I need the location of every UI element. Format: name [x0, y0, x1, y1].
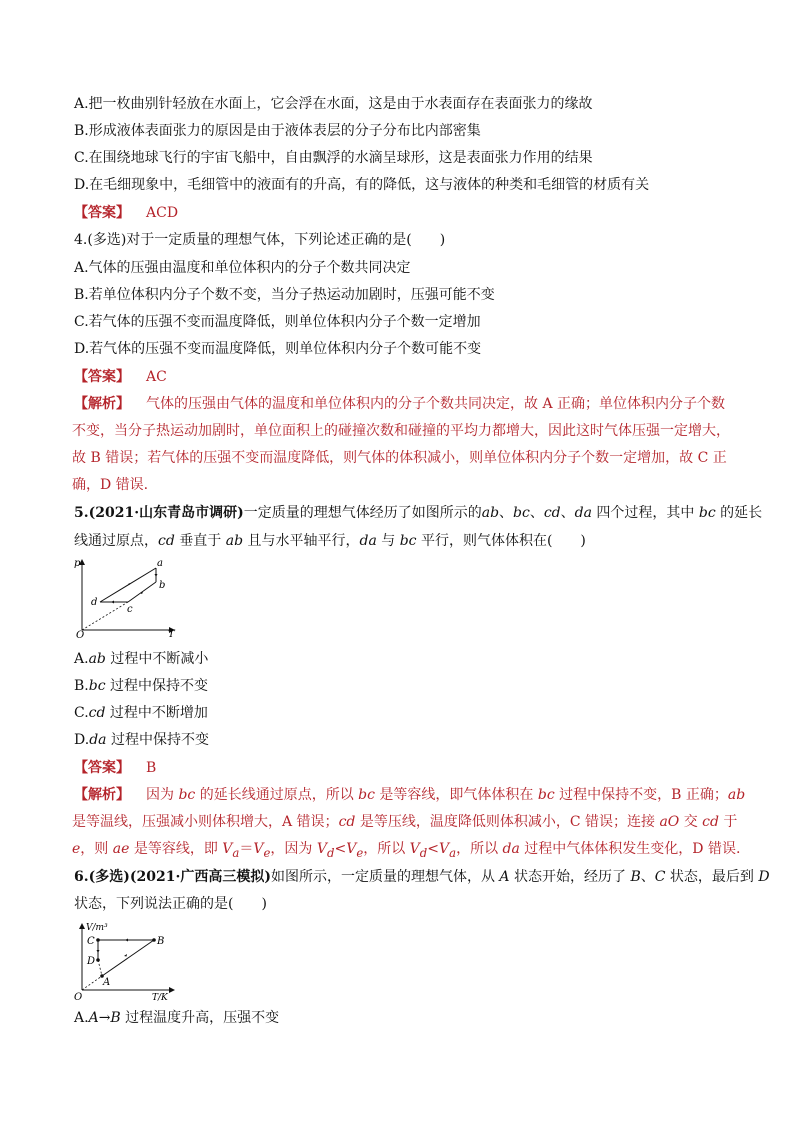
q5-option-c: C.cd 过程中不断增加 — [74, 705, 208, 721]
point-b-label: B — [157, 936, 165, 947]
q4-option-a: A.气体的压强由温度和单位体积内的分子个数共同决定 — [74, 260, 411, 276]
point-a-label: a — [157, 558, 163, 569]
question-source: (2021·广西高三模拟) — [129, 869, 271, 885]
q4-analysis-line-2: 不变，当分子热运动加剧时，单位面积上的碰撞次数和碰撞的平均力都增大，因此这时气体压强一定增大， — [72, 423, 730, 439]
point-d-label: d — [91, 597, 98, 608]
q4-stem: 4.(多选)对于一定质量的理想气体，下列论述正确的是( ) — [74, 232, 446, 248]
extension-line — [82, 976, 102, 990]
question-number: 6. — [74, 869, 89, 885]
point-a-label: A — [103, 977, 111, 988]
y-axis-label: V/m³ — [86, 923, 108, 933]
answer-value: B — [146, 760, 157, 776]
q4-analysis-line-3: 故 B 错误；若气体的压强不变而温度降低，则气体的体积减小，则单位体积内分子个数一定增加，故 C 正 — [72, 450, 727, 466]
q3-answer — [74, 203, 178, 223]
q5-pt-diagram — [70, 556, 190, 640]
q3-option-d: D.在毛细现象中，毛细管中的液面有的升高，有的降低，这与液体的种类和毛细管的材质有关 — [74, 177, 650, 193]
x-axis-label: T — [168, 629, 175, 640]
process-da — [98, 960, 102, 976]
point-c-label: c — [127, 604, 133, 615]
q5-stem-line-2: 线通过原点，cd 垂直于 ab 且与水平轴平行，da 与 bc 平行，则气体体积在( ) — [74, 533, 586, 549]
q4-option-d: D.若气体的压强不变而温度降低，则单位体积内分子个数可能不变 — [74, 341, 482, 357]
q4-analysis-line-1 — [74, 394, 725, 414]
point-d-label: D — [87, 956, 96, 967]
q5-analysis-line-3: e，则 ae 是等容线，即 $V_a=V_e$，因为 $V_d<V_e$，所以 $V_d<V_a$，所以 da 过程中气体体积发生变化，D 错误. — [72, 841, 741, 860]
answer-label: 【答案】 — [74, 760, 130, 776]
question-number: 5. — [74, 505, 89, 521]
question-source: (2021·山东青岛市调研) — [88, 505, 244, 521]
answer-value: AC — [146, 369, 167, 385]
x-axis-label: T/K — [152, 993, 168, 1002]
q6-stem-line-1: 6.(多选)(2021·广西高三模拟)如图所示，一定质量的理想气体，从 A 状态开始，经历了 B、C 状态，最后到 D — [74, 869, 770, 885]
extension-line — [82, 602, 128, 630]
analysis-text: 气体的压强由气体的温度和单位体积内的分子个数共同决定，故 A 正确；单位体积内分子个数 — [146, 396, 726, 412]
q6-stem-line-2: 状态，下列说法正确的是( ) — [74, 896, 267, 912]
q4-option-c: C.若气体的压强不变而温度降低，则单位体积内分子个数一定增加 — [74, 314, 481, 330]
q4-analysis-line-4: 确，D 错误. — [72, 477, 149, 493]
process-bc — [128, 582, 156, 602]
q6-vt-diagram — [70, 920, 180, 1002]
q3-option-a: A.把一枚曲别针轻放在水面上，它会浮在水面，这是由于水表面存在表面张力的缘故 — [74, 96, 593, 112]
answer-value: ACD — [146, 205, 179, 221]
process-da — [100, 568, 156, 602]
q5-option-a: A.ab 过程中不断减小 — [74, 651, 209, 667]
q5-option-b: B.bc 过程中保持不变 — [74, 678, 209, 694]
q5-option-d: D.da 过程中保持不变 — [74, 732, 209, 748]
answer-label: 【答案】 — [74, 369, 130, 385]
q5-stem-line-1: 5.(2021·山东青岛市调研)一定质量的理想气体经历了如图所示的ab、bc、cd、da 四个过程，其中 bc 的延长 — [74, 505, 763, 521]
y-axis-label: p — [74, 558, 81, 569]
point-c-label: C — [87, 936, 95, 947]
q4-option-b: B.若单位体积内分子个数不变，当分子热运动加剧时，压强可能不变 — [74, 287, 495, 303]
q5-answer — [74, 758, 156, 778]
q5-analysis-line-1: 【解析】 因为 bc 的延长线通过原点，所以 bc 是等容线，即气体体积在 bc 过程中保持不变，B 正确；ab — [74, 787, 746, 803]
q3-option-c: C.在围绕地球飞行的宇宙飞船中，自由飘浮的水滴呈球形，这是表面张力作用的结果 — [74, 150, 593, 166]
analysis-label: 【解析】 — [74, 396, 130, 412]
analysis-label: 【解析】 — [74, 787, 130, 803]
q3-option-b: B.形成液体表面张力的原因是由于液体表层的分子分布比内部密集 — [74, 123, 481, 139]
q4-answer — [74, 367, 167, 387]
point-b-label: b — [159, 580, 166, 591]
q5-analysis-line-2: 是等温线，压强减小则体积增大，A 错误；cd 是等压线，温度降低则体积减小，C 错误；连接 aO 交 cd 于 — [72, 814, 738, 830]
origin-label: O — [74, 992, 83, 1002]
process-ab — [102, 940, 154, 976]
q6-option-a: A.A→B 过程温度升高，压强不变 — [74, 1010, 280, 1026]
origin-label: O — [76, 630, 85, 640]
answer-label: 【答案】 — [74, 205, 130, 221]
